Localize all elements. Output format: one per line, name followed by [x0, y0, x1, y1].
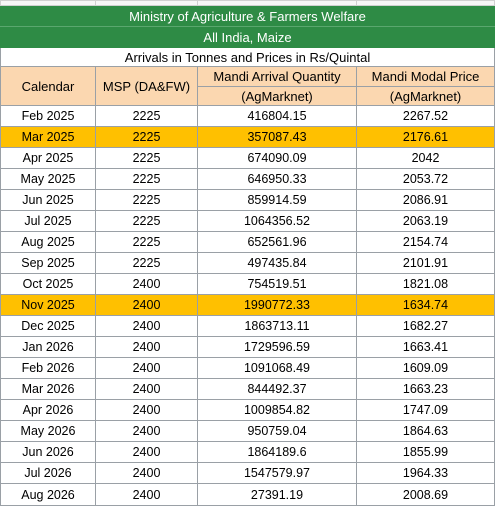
month-cell[interactable]: Jul 2025	[1, 211, 96, 232]
msp-cell[interactable]: 2225	[96, 148, 198, 169]
month-cell[interactable]: Dec 2025	[1, 316, 96, 337]
month-cell[interactable]: Aug 2025	[1, 232, 96, 253]
msp-cell[interactable]: 2225	[96, 211, 198, 232]
header-arrival-source[interactable]: (AgMarknet)	[198, 87, 357, 106]
arrival-cell[interactable]: 27391.19	[198, 484, 357, 506]
arrival-cell[interactable]: 1729596.59	[198, 337, 357, 358]
units-subtitle[interactable]: Arrivals in Tonnes and Prices in Rs/Quintal	[1, 48, 495, 67]
msp-cell[interactable]: 2400	[96, 295, 198, 316]
msp-cell[interactable]: 2400	[96, 421, 198, 442]
month-cell[interactable]: Jun 2025	[1, 190, 96, 211]
price-cell[interactable]: 1663.41	[357, 337, 495, 358]
msp-cell[interactable]: 2400	[96, 274, 198, 295]
arrival-cell[interactable]: 497435.84	[198, 253, 357, 274]
msp-cell[interactable]: 2400	[96, 400, 198, 421]
table-row	[1, 148, 495, 169]
region-commodity-title[interactable]: All India, Maize	[1, 27, 495, 48]
arrival-cell[interactable]: 844492.37	[198, 379, 357, 400]
arrival-cell[interactable]: 754519.51	[198, 274, 357, 295]
msp-cell[interactable]: 2225	[96, 127, 198, 148]
price-cell[interactable]: 1609.09	[357, 358, 495, 379]
price-cell[interactable]: 2042	[357, 148, 495, 169]
arrival-cell[interactable]: 1064356.52	[198, 211, 357, 232]
header-row-1	[1, 67, 495, 87]
table-row	[1, 232, 495, 253]
price-cell[interactable]: 2176.61	[357, 127, 495, 148]
msp-cell[interactable]: 2225	[96, 106, 198, 127]
table-row-highlighted	[1, 295, 495, 316]
msp-cell[interactable]: 2400	[96, 379, 198, 400]
month-cell[interactable]: Jan 2026	[1, 337, 96, 358]
table-row	[1, 358, 495, 379]
arrival-cell[interactable]: 1547579.97	[198, 463, 357, 484]
price-cell[interactable]: 1855.99	[357, 442, 495, 463]
month-cell[interactable]: Aug 2026	[1, 484, 96, 506]
msp-cell[interactable]: 2400	[96, 484, 198, 506]
arrival-cell[interactable]: 1864189.6	[198, 442, 357, 463]
table-row	[1, 442, 495, 463]
price-cell[interactable]: 1864.63	[357, 421, 495, 442]
price-cell[interactable]: 1682.27	[357, 316, 495, 337]
arrival-cell[interactable]: 416804.15	[198, 106, 357, 127]
price-cell[interactable]: 2086.91	[357, 190, 495, 211]
table-row	[1, 190, 495, 211]
month-cell[interactable]: Jun 2026	[1, 442, 96, 463]
header-arrival[interactable]: Mandi Arrival Quantity	[198, 67, 357, 87]
month-cell[interactable]: Feb 2026	[1, 358, 96, 379]
header-calendar[interactable]: Calendar	[1, 67, 96, 106]
msp-cell[interactable]: 2400	[96, 316, 198, 337]
table-row	[1, 421, 495, 442]
header-price-source[interactable]: (AgMarknet)	[357, 87, 495, 106]
subtitle-row	[1, 48, 495, 67]
table-row	[1, 484, 495, 506]
price-cell[interactable]: 1663.23	[357, 379, 495, 400]
month-cell[interactable]: Mar 2026	[1, 379, 96, 400]
month-cell[interactable]: May 2026	[1, 421, 96, 442]
price-cell[interactable]: 2267.52	[357, 106, 495, 127]
arrival-cell[interactable]: 1091068.49	[198, 358, 357, 379]
msp-cell[interactable]: 2225	[96, 232, 198, 253]
price-cell[interactable]: 1634.74	[357, 295, 495, 316]
table-row	[1, 106, 495, 127]
price-cell[interactable]: 2154.74	[357, 232, 495, 253]
month-cell[interactable]: Apr 2026	[1, 400, 96, 421]
table-row-highlighted	[1, 127, 495, 148]
arrival-cell[interactable]: 357087.43	[198, 127, 357, 148]
price-cell[interactable]: 1964.33	[357, 463, 495, 484]
table-row	[1, 169, 495, 190]
arrival-cell[interactable]: 859914.59	[198, 190, 357, 211]
month-cell[interactable]: Oct 2025	[1, 274, 96, 295]
table-row	[1, 211, 495, 232]
table-row	[1, 400, 495, 421]
msp-cell[interactable]: 2225	[96, 190, 198, 211]
arrival-cell[interactable]: 674090.09	[198, 148, 357, 169]
header-price[interactable]: Mandi Modal Price	[357, 67, 495, 87]
month-cell[interactable]: Nov 2025	[1, 295, 96, 316]
month-cell[interactable]: Jul 2026	[1, 463, 96, 484]
msp-cell[interactable]: 2400	[96, 463, 198, 484]
ministry-title[interactable]: Ministry of Agriculture & Farmers Welfare	[1, 6, 495, 27]
price-cell[interactable]: 1747.09	[357, 400, 495, 421]
month-cell[interactable]: Apr 2025	[1, 148, 96, 169]
price-cell[interactable]: 2053.72	[357, 169, 495, 190]
month-cell[interactable]: Mar 2025	[1, 127, 96, 148]
table-row	[1, 253, 495, 274]
arrival-cell[interactable]: 1863713.11	[198, 316, 357, 337]
arrival-cell[interactable]: 646950.33	[198, 169, 357, 190]
price-cell[interactable]: 2008.69	[357, 484, 495, 506]
table-row	[1, 337, 495, 358]
header-msp[interactable]: MSP (DA&FW)	[96, 67, 198, 106]
msp-cell[interactable]: 2225	[96, 253, 198, 274]
table-row	[1, 274, 495, 295]
msp-cell[interactable]: 2400	[96, 442, 198, 463]
title-row-1	[1, 6, 495, 27]
month-cell[interactable]: May 2025	[1, 169, 96, 190]
table-row	[1, 463, 495, 484]
table-row	[1, 316, 495, 337]
arrival-cell[interactable]: 652561.96	[198, 232, 357, 253]
title-row-2	[1, 27, 495, 48]
price-cell[interactable]: 1821.08	[357, 274, 495, 295]
msp-cell[interactable]: 2400	[96, 358, 198, 379]
msp-cell[interactable]: 2225	[96, 169, 198, 190]
arrival-cell[interactable]: 1990772.33	[198, 295, 357, 316]
arrival-cell[interactable]: 950759.04	[198, 421, 357, 442]
month-cell[interactable]: Feb 2025	[1, 106, 96, 127]
month-cell[interactable]: Sep 2025	[1, 253, 96, 274]
arrival-cell[interactable]: 1009854.82	[198, 400, 357, 421]
price-cell[interactable]: 2063.19	[357, 211, 495, 232]
price-cell[interactable]: 2101.91	[357, 253, 495, 274]
table-row	[1, 379, 495, 400]
msp-cell[interactable]: 2400	[96, 337, 198, 358]
